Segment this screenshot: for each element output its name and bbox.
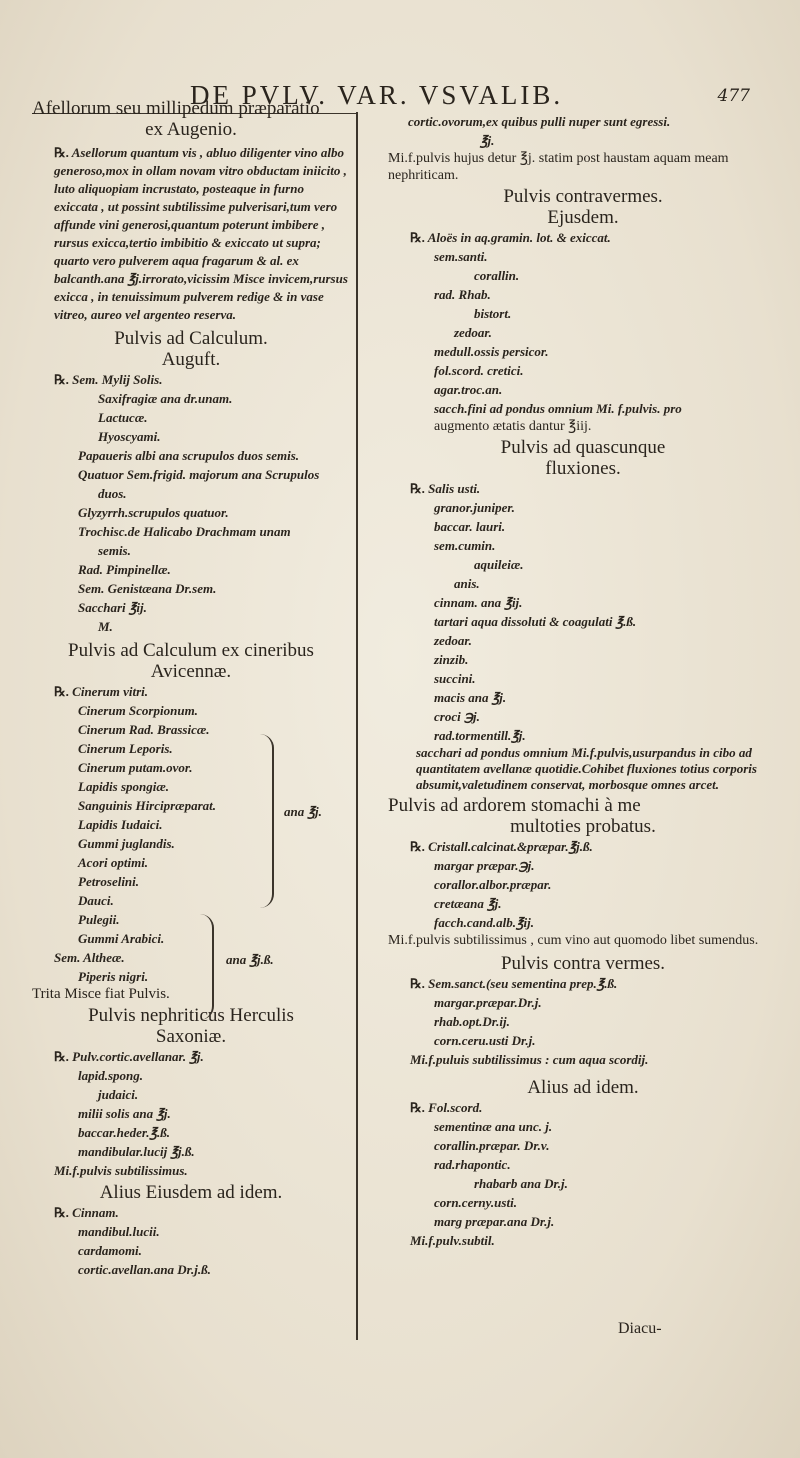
ingredient-line [388, 837, 778, 856]
ingredient-line: zedoar. [454, 325, 492, 340]
column-divider [356, 112, 358, 1340]
recipe-title: Pulvis ad quascunque [500, 437, 666, 458]
ingredient-line: rad.tormentill.℥j. [434, 728, 526, 743]
ingredient-line: Saxifragiæ ana dr.unam. [98, 391, 233, 406]
ingredient-line [32, 682, 350, 701]
ingredient-line: Petroselini. [78, 874, 140, 889]
right-column [388, 112, 778, 1250]
ingredient-line: Mi.f.puluis subtilissimus : cum aqua scordij. [410, 1052, 649, 1067]
ingredient-line: mandibul.lucii. [78, 1224, 160, 1239]
ingredient-line: sacchari ad pondus omnium Mi.f.pulvis,usurpandus in cibo ad quantitatem avellanæ quotidie.Cohibet fluxiones totius corporis absumit,valetudinem conservat, morbosque omnes arcet. [416, 745, 757, 792]
recipe-subtitle: Avicennæ. [150, 661, 232, 682]
ingredient-line: Cinerum Rad. Brassicæ. [78, 722, 210, 737]
ingredient-line: Lactucæ. [98, 410, 148, 425]
left-column [32, 98, 350, 1279]
ingredient-line: bistort. [474, 306, 512, 321]
ingredient: Aloës in aq.gramin. lot. & exiccat. [427, 230, 611, 245]
ingredient-line: agar.troc.an. [434, 382, 503, 397]
ingredient-line: Piperis nigri. [78, 969, 149, 984]
ingredient-line: corn.cerny.usti. [434, 1195, 517, 1210]
recipe-title: Pulvis contravermes. [503, 186, 663, 207]
ingredient-line: rhab.opt.Dr.ij. [434, 1014, 510, 1029]
ingredient-line: corallin.præpar. Dr.v. [434, 1138, 550, 1153]
catchword: Diacu- [618, 1320, 662, 1337]
ingredient-line: milii solis ana ℥j. [78, 1106, 171, 1121]
recipe-title: Pulvis ad Calculum. [114, 328, 268, 349]
ingredient-line: Lapidis Iudaici. [78, 817, 163, 832]
recipe-title: Pulvis nephriticus Herculis [88, 1005, 294, 1026]
page-number: 477 [717, 86, 750, 106]
ingredient-line: corallor.albor.præpar. [434, 877, 552, 892]
ingredient-line: judaici. [98, 1087, 139, 1102]
ingredient-line: Mi.f.pulv.subtil. [410, 1233, 495, 1248]
recipe-title: Pulvis contra vermes. [500, 953, 666, 974]
ingredient-line: facch.cand.alb.℥ij. [434, 915, 534, 930]
ingredient-line: succini. [434, 671, 476, 686]
recipe-symbol: ℞. [410, 1100, 425, 1115]
ingredient-line [388, 228, 778, 247]
ingredient-line [388, 1098, 778, 1117]
ingredient-line: baccar.heder.℥.ß. [78, 1125, 171, 1140]
ingredient-line: Glyzyrrh.scrupulos quatuor. [78, 505, 229, 520]
recipe-title: Alius ad idem. [527, 1077, 639, 1098]
ingredient-line: croci ℈j. [434, 709, 480, 724]
ingredient-line: Trochisc.de Halicabo Drachmam unam [78, 524, 291, 539]
ingredient-line: Sem. Genistæana Dr.sem. [78, 581, 217, 596]
ingredient-line: baccar. lauri. [434, 519, 506, 534]
recipe-title: Pulvis ad Calculum ex cineribus [68, 640, 314, 661]
ingredient-line: rad.rhapontic. [434, 1157, 511, 1172]
ingredient-line: marg præpar.ana Dr.j. [434, 1214, 555, 1229]
ingredient-line: Dauci. [78, 893, 114, 908]
ingredient-line: granor.juniper. [434, 500, 515, 515]
ingredient-line [32, 370, 350, 389]
ingredient: Cinerum vitri. [72, 684, 149, 699]
ingredient-line [388, 479, 778, 498]
ingredient-line: tartari aqua dissoluti & coagulati ℥.ß. [434, 614, 637, 629]
recipe-instruction: Trita Misce fiat Pulvis. [32, 986, 170, 1002]
ingredient-line: cortic.avellan.ana Dr.j.ß. [78, 1262, 211, 1277]
recipe-symbol: ℞. [54, 684, 69, 699]
ingredient-line: Acori optimi. [78, 855, 149, 870]
ingredient-line: margar.præpar.Dr.j. [434, 995, 542, 1010]
ingredient-line: Hyoscyami. [98, 429, 161, 444]
recipe-title: Pulvis ad ardorem stomachi à me [388, 795, 641, 816]
ingredient-line: Gummi Arabici. [78, 931, 165, 946]
ingredient-line: sem.santi. [434, 249, 488, 264]
recipe-symbol: ℞. [54, 1205, 69, 1220]
recipe-subtitle: Saxoniæ. [155, 1026, 227, 1047]
recipe-instruction: Mi.f.pulvis hujus detur ℥j. statim post haustam aquam meam nephriticam. [388, 151, 729, 183]
ingredient-line: Cinerum Scorpionum. [78, 703, 198, 718]
ingredient-line: lapid.spong. [78, 1068, 144, 1083]
recipe-symbol: ℞. [54, 1049, 69, 1064]
ingredient-line: macis ana ℥j. [434, 690, 507, 705]
recipe-text [32, 144, 350, 324]
ingredient-line: cortic.ovorum,ex quibus pulli nuper sunt egressi. [408, 114, 671, 129]
ingredient-line: cinnam. ana ℥ij. [434, 595, 523, 610]
recipe-instruction: Mi.f.pulvis subtilissimus , cum vino aut quomodo libet sumendus. [388, 933, 759, 948]
ingredient-line: Rad. Pimpinellæ. [78, 562, 171, 577]
ingredient-line: Pulegii. [78, 912, 120, 927]
ingredient-line: sem.cumin. [434, 538, 496, 553]
ingredient-line: Mi.f.pulvis subtilissimus. [54, 1163, 188, 1178]
ingredient-line: Gummi juglandis. [78, 836, 175, 851]
ingredient-line [32, 1203, 350, 1222]
ingredient-line: rhabarb ana Dr.j. [474, 1176, 568, 1191]
recipe-symbol: ℞. [410, 230, 425, 245]
recipe-instruction: augmento ætatis dantur ℥iij. [434, 419, 592, 434]
ingredient-line: semis. [98, 543, 131, 558]
recipe-symbol: ℞. [54, 145, 69, 160]
ingredient-line: Sem. Altheæ. [54, 950, 125, 965]
ingredient-line: ℥j. [480, 133, 495, 148]
ingredient-line: medull.ossis persicor. [434, 344, 549, 359]
recipe-symbol: ℞. [410, 481, 425, 496]
ingredient: Fol.scord. [428, 1100, 483, 1115]
recipe-symbol: ℞. [410, 839, 425, 854]
recipe-title: Afellorum seu millipedum præparatio [32, 98, 320, 119]
ingredient-line: Lapidis spongiæ. [78, 779, 170, 794]
recipe-subtitle: multoties probatus. [510, 816, 656, 837]
ingredient-line [32, 1047, 350, 1066]
ingredient-line [388, 974, 778, 993]
ingredient-line: cretæana ℥j. [434, 896, 502, 911]
recipe-subtitle: Ejusdem. [547, 207, 619, 228]
ingredient-bracket [198, 914, 214, 1020]
ingredient-line: Cinerum putam.ovor. [78, 760, 193, 775]
quantity-note: ana ℥j.ß. [226, 952, 274, 967]
ingredient-line: duos. [98, 486, 127, 501]
recipe-title: Alius Eiusdem ad idem. [99, 1182, 283, 1203]
ingredient-line: Sanguinis Hircipræparat. [78, 798, 216, 813]
ingredient-line: sementinæ ana unc. j. [434, 1119, 553, 1134]
ingredient-line: aquileiæ. [474, 557, 524, 572]
ingredient-line: Quatuor Sem.frigid. majorum ana Scrupulos [78, 467, 320, 482]
ingredient-line: zedoar. [434, 633, 472, 648]
ingredient-line: mandibular.lucij ℥j.ß. [78, 1144, 195, 1159]
recipe-body: Asellorum quantum vis , abluo diligenter vino albo generoso,mox in ollam novam vitro obductam iniicito , luto aliquopiam incrustato, posteaque in furno exiccata , ut possint subtilissime pulverisari,tum vero affunde vini generosi,quantum poterunt imbibere , rursus exicca,tertio imbibitio & exiccato ut supra; quarto vero pulverem aqua fragarum & al. ex balcanth.ana ℥j.irrorato,vicissim Misce invicem,rursus exicca , in tenuissimum pulverem redige & in vase vitreo, aureo vel argenteo reserva. [54, 145, 348, 322]
ingredient: Salis usti. [428, 481, 481, 496]
ingredient: Cristall.calcinat.&præpar.℥j.ß. [428, 839, 593, 854]
ingredient-line: M. [98, 619, 113, 634]
recipe-symbol: ℞. [410, 976, 425, 991]
recipe-subtitle: fluxiones. [545, 458, 621, 479]
ingredient: Cinnam. [72, 1205, 119, 1220]
ingredient: Pulv.cortic.avellanar. ℥j. [72, 1049, 204, 1064]
ingredient-line: fol.scord. cretici. [434, 363, 524, 378]
ingredient-line: cardamomi. [78, 1243, 142, 1258]
ingredient-line: margar præpar.℈j. [434, 858, 535, 873]
recipe-symbol: ℞. [54, 372, 69, 387]
quantity-note: ana ℥j. [284, 804, 322, 819]
ingredient-line: corallin. [474, 268, 520, 283]
recipe-subtitle: ex Augenio. [145, 119, 237, 140]
ingredient-line: Papaueris albi ana scrupulos duos semis. [78, 448, 300, 463]
ingredient-line: Sacchari ℥ij. [78, 600, 147, 615]
ingredient: Sem.sanct.(seu sementina prep.℥.ß. [428, 976, 618, 991]
ingredient: Sem. Mylij Solis. [72, 372, 163, 387]
ingredient-line: zinzib. [434, 652, 469, 667]
ingredient-bracket [258, 734, 274, 908]
ingredient-line: anis. [454, 576, 480, 591]
ingredient-line: rad. Rhab. [434, 287, 491, 302]
ingredient-line: Cinerum Leporis. [78, 741, 173, 756]
ingredient-line: sacch.fini ad pondus omnium Mi. f.pulvis. pro [434, 401, 682, 416]
ingredient-line: corn.ceru.usti Dr.j. [434, 1033, 536, 1048]
running-title: DE PVLV. VAR. VSVALIB. [190, 80, 564, 110]
recipe-subtitle: Auguft. [161, 349, 221, 370]
